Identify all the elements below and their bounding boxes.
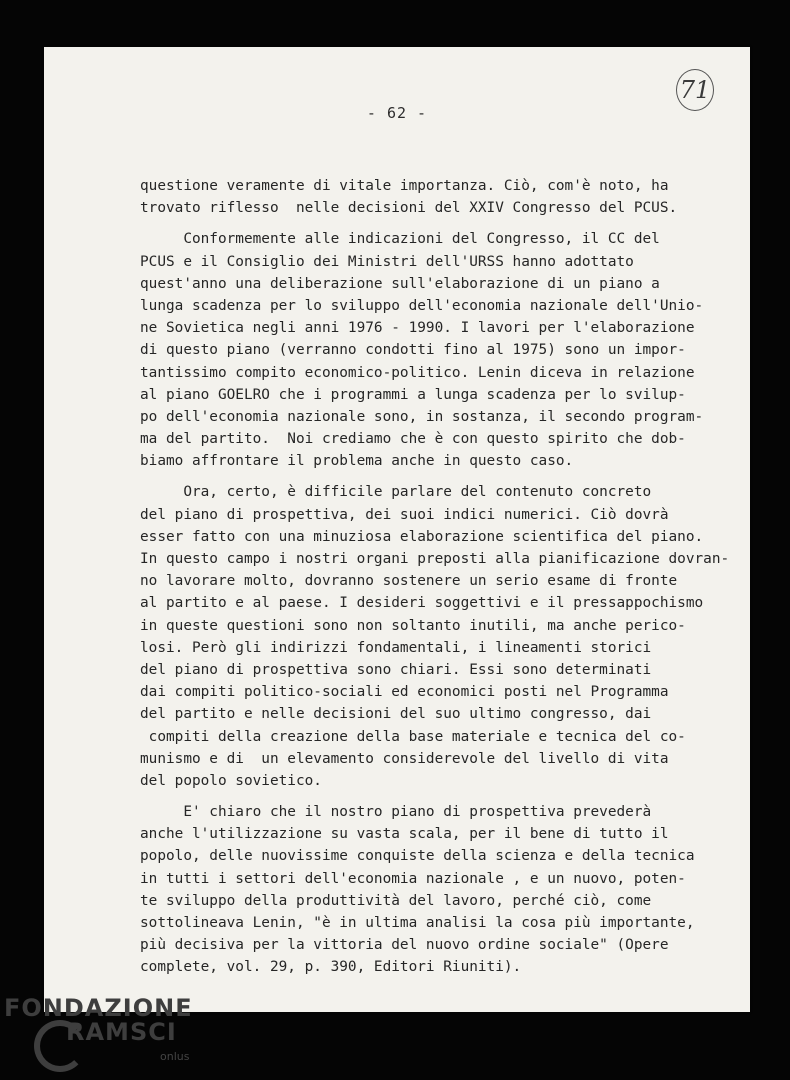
paragraph bbox=[140, 481, 740, 792]
text-line: in tutti i settori dell'economia nazionale , e un nuovo, poten- bbox=[140, 870, 686, 887]
paragraph-gap bbox=[140, 219, 740, 228]
text-line: del partito e nelle decisioni del suo ultimo congresso, dai bbox=[140, 706, 652, 723]
text-line: In questo campo i nostri organi preposti alla pianificazione dovran- bbox=[140, 551, 730, 567]
fondazione-gramsci-logo bbox=[4, 994, 204, 1074]
text-line: popolo, delle nuovissime conquiste della scienza e della tecnica bbox=[140, 848, 695, 865]
text-line: anche l'utilizzazione su vasta scala, per il bene di tutto il bbox=[140, 826, 669, 843]
text-line: tantissimo compito economico-politico. Lenin diceva in relazione bbox=[140, 364, 695, 381]
text-line: dai compiti politico-sociali ed economici posti nel Programma bbox=[140, 684, 669, 701]
text-line: complete, vol. 29, p. 390, Editori Riuniti). bbox=[140, 959, 522, 976]
text-line: munismo e di un elevamento considerevole del livello di vita bbox=[140, 750, 669, 767]
paragraph-gap bbox=[140, 792, 740, 801]
text-line: questione veramente di vitale importanza. Ciò, com'è noto, ha bbox=[140, 178, 669, 194]
paragraph bbox=[140, 175, 740, 219]
text-line: al partito e al paese. I desideri soggettivi e il pressappochismo bbox=[140, 595, 704, 612]
text-line: di questo piano (verranno condotti fino al 1975) sono un impor- bbox=[140, 342, 686, 359]
text-line: te sviluppo della produttività del lavoro, perché ciò, come bbox=[140, 892, 652, 909]
text-line: PCUS e il Consiglio dei Ministri dell'URSS hanno adottato bbox=[140, 253, 634, 270]
archive-page-mark: 71 bbox=[676, 69, 714, 111]
page-number: - 62 - bbox=[366, 104, 428, 122]
text-line: losi. Però gli indirizzi fondamentali, i lineamenti storici bbox=[140, 639, 652, 656]
text-line: ne Sovietica negli anni 1976 - 1990. I lavori per l'elaborazione bbox=[140, 320, 695, 337]
text-line: del piano di prospettiva, dei suoi indici numerici. Ciò dovrà bbox=[140, 506, 669, 523]
text-line: sottolineava Lenin, "è in ultima analisi la cosa più importante, bbox=[140, 915, 695, 931]
logo-subtitle: onlus bbox=[160, 1050, 190, 1063]
text-line: del popolo sovietico. bbox=[140, 772, 322, 789]
text-line: Conformemente alle indicazioni del Congresso, il CC del bbox=[140, 231, 660, 248]
text-line: Ora, certo, è difficile parlare del contenuto concreto bbox=[140, 484, 652, 501]
text-line: del piano di prospettiva sono chiari. Essi sono determinati bbox=[140, 661, 652, 678]
text-line: compiti della creazione della base materiale e tecnica del co- bbox=[140, 728, 686, 745]
document-body bbox=[140, 175, 740, 979]
text-line: esser fatto con una minuziosa elaborazione scientifica del piano. bbox=[140, 528, 704, 545]
text-line: E' chiaro che il nostro piano di prospettiva prevederà bbox=[140, 804, 652, 821]
paragraph-gap bbox=[140, 472, 740, 481]
paragraph bbox=[140, 801, 740, 979]
document-page bbox=[44, 47, 750, 1012]
text-line: trovato riflesso nelle decisioni del XXIV Congresso del PCUS. bbox=[140, 200, 678, 217]
logo-line-2: RAMSCI bbox=[66, 1018, 177, 1046]
text-line: no lavorare molto, dovranno sostenere un serio esame di fronte bbox=[140, 573, 678, 590]
text-line: po dell'economia nazionale sono, in sostanza, il secondo program- bbox=[140, 408, 704, 425]
text-line: al piano GOELRO che i programmi a lunga scadenza per lo svilup- bbox=[140, 386, 686, 403]
text-line: in queste questioni sono non soltanto inutili, ma anche perico- bbox=[140, 617, 686, 634]
text-line: lunga scadenza per lo sviluppo dell'economia nazionale dell'Unio- bbox=[140, 297, 704, 314]
logo-line-1: FONDAZIONE bbox=[4, 994, 193, 1022]
paragraph bbox=[140, 228, 740, 472]
text-line: ma del partito. Noi crediamo che è con questo spirito che dob- bbox=[140, 431, 686, 448]
text-line: più decisiva per la vittoria del nuovo ordine sociale" (Opere bbox=[140, 937, 669, 954]
text-line: biamo affrontare il problema anche in questo caso. bbox=[140, 453, 574, 470]
text-line: quest'anno una deliberazione sull'elaborazione di un piano a bbox=[140, 275, 660, 292]
